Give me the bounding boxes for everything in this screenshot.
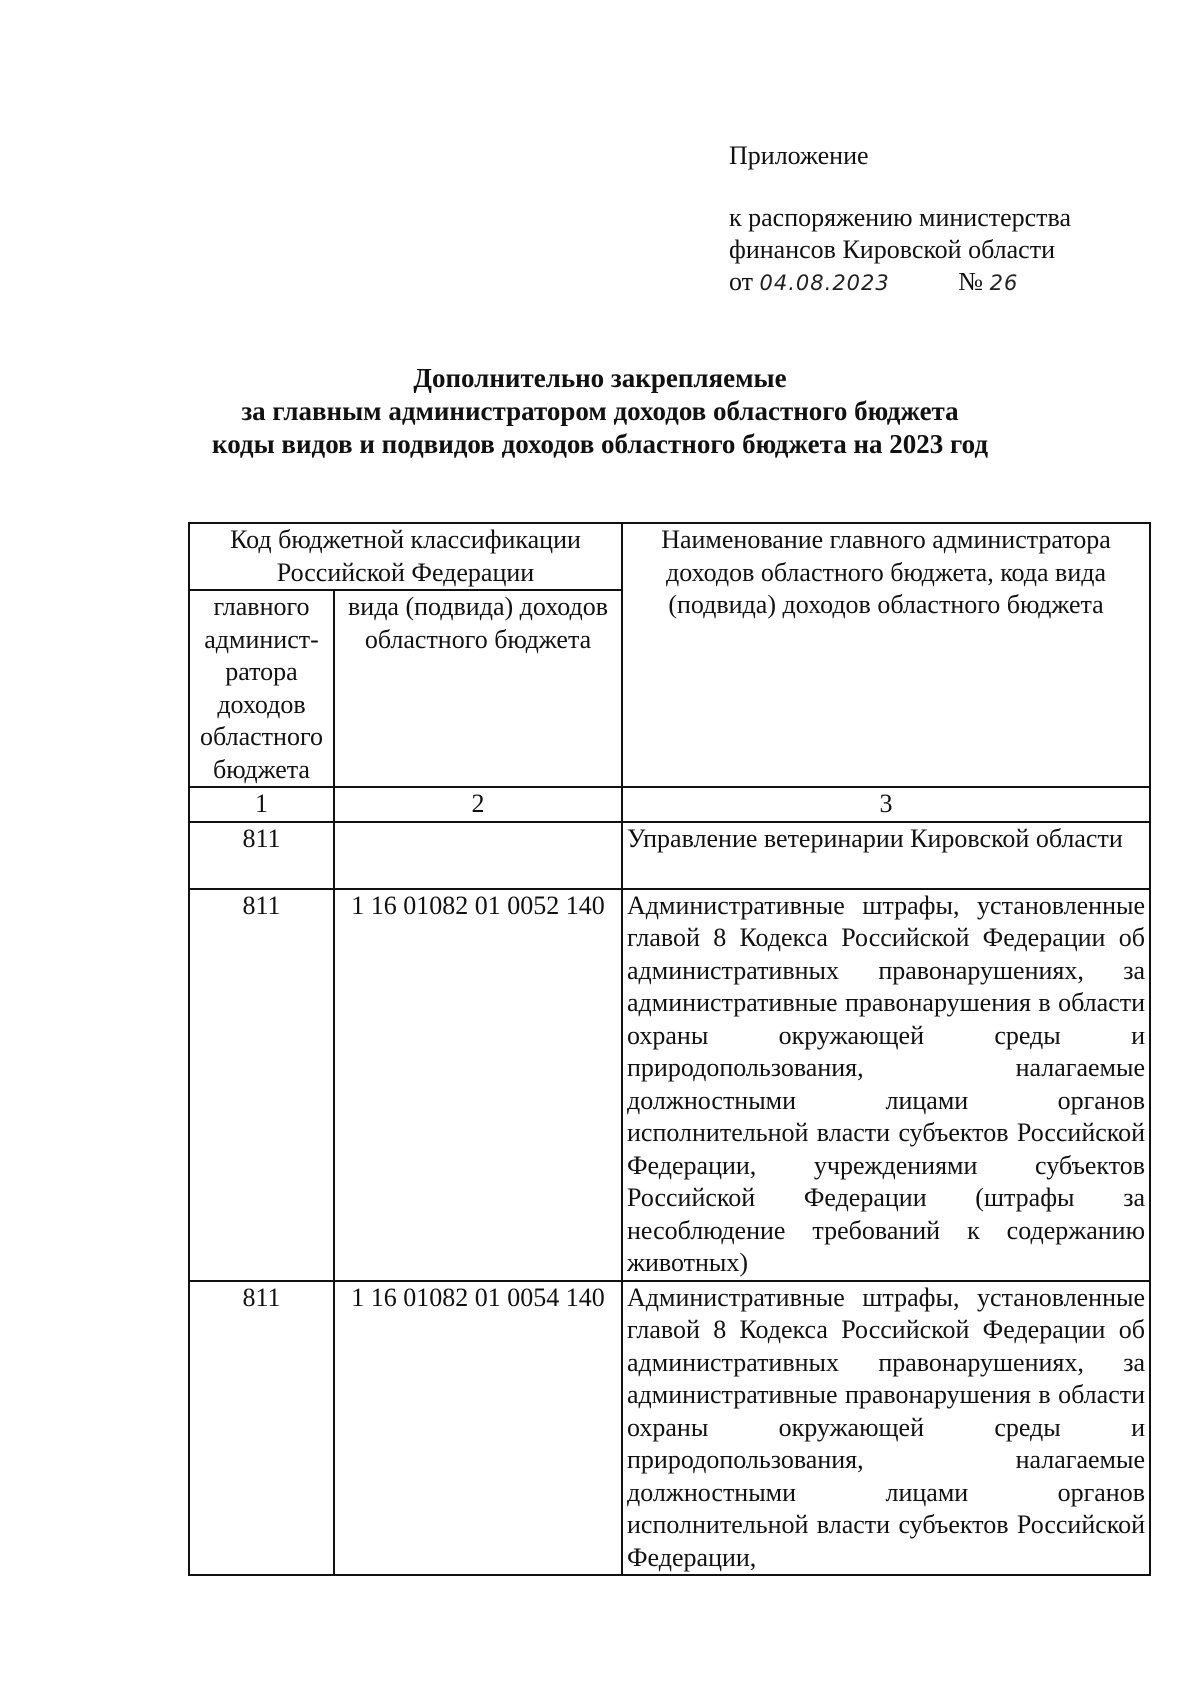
budget-codes-table: [188, 522, 1151, 1576]
revenue-code-cell: 1 16 01082 01 0052 140: [334, 889, 622, 1281]
header-row-group: [189, 523, 1150, 590]
appendix-date-row: [729, 266, 1169, 299]
document-title: [0, 362, 1200, 461]
appendix-label: Приложение: [729, 141, 869, 170]
date-prefix: от: [729, 267, 754, 296]
revenue-name-cell: Административные штрафы, установленные главой 8 Кодекса Российской Федерации об административных правонарушениях, за административные правонарушения в области охраны окружающей среды и природопользования, налагаемые должностными лицами органов исполнительной власти субъектов Российской Федерации, учреждениями субъектов Российской Федерации (штрафы за несоблюдение требований к содержанию животных): [622, 889, 1150, 1281]
admin-code-cell: 811: [189, 889, 334, 1281]
table-row: [189, 1281, 1150, 1576]
header-group-cell: Код бюджетной классификации Российской Федерации: [189, 523, 622, 590]
column-number-2: 2: [334, 787, 622, 822]
column-number-1: 1: [189, 787, 334, 822]
revenue-name-cell: Административные штрафы, установленные главой 8 Кодекса Российской Федерации об административных правонарушениях, за административные правонарушения в области охраны окружающей среды и природопользования, налагаемые должностными лицами органов исполнительной власти субъектов Российской Федерации,: [622, 1281, 1150, 1576]
revenue-name-cell: Управление ветеринарии Кировской области: [622, 822, 1150, 889]
handwritten-number: 26: [989, 271, 1019, 295]
header-col2-cell: вида (подвида) доходов областного бюджета: [334, 590, 622, 787]
revenue-code-cell: [334, 822, 622, 889]
admin-code-cell: 811: [189, 1281, 334, 1576]
appendix-block: [729, 140, 1169, 299]
table-row: [189, 822, 1150, 889]
revenue-code-cell: 1 16 01082 01 0054 140: [334, 1281, 622, 1576]
title-line-2: за главным администратором доходов областного бюджета: [241, 396, 959, 426]
column-number-3: 3: [622, 787, 1150, 822]
header-col3-cell: Наименование главного администратора доходов областного бюджета, кода вида (подвида) доходов областного бюджета: [622, 523, 1150, 787]
handwritten-date: 04.08.2023: [759, 271, 890, 295]
table-row: [189, 889, 1150, 1281]
title-line-3: коды видов и подвидов доходов областного бюджета на 2023 год: [212, 429, 988, 459]
title-line-1: Дополнительно закрепляемые: [413, 363, 787, 393]
admin-code-cell: 811: [189, 822, 334, 889]
header-col1-cell: главного админист-ратора доходов областного бюджета: [189, 590, 334, 787]
appendix-line-1: к распоряжению министерства: [729, 203, 1072, 232]
column-number-row: [189, 787, 1150, 822]
appendix-line-2: финансов Кировской области: [729, 235, 1056, 264]
number-prefix: №: [958, 267, 984, 296]
